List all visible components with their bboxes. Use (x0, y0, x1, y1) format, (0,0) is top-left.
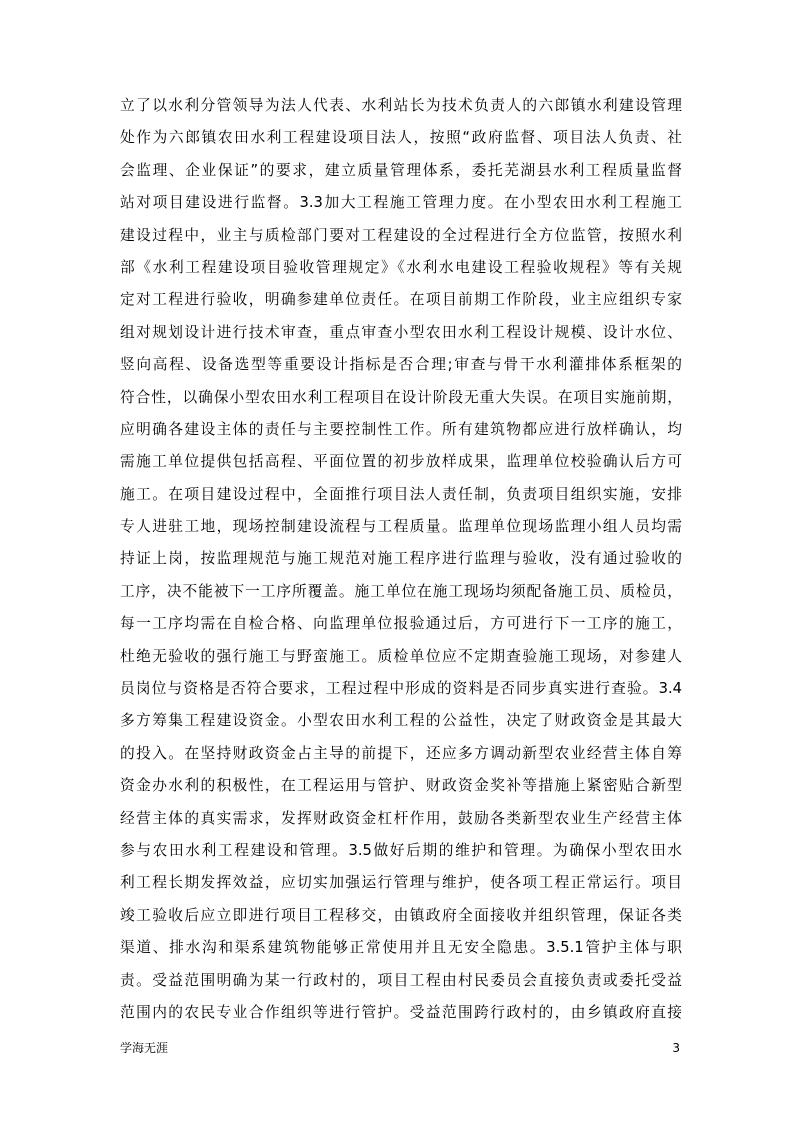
page-number: 3 (672, 1041, 680, 1055)
text-line: 立了以水利分管领导为法人代表、水利站长为技术负责人的六郎镇水利建设管理 (120, 97, 682, 114)
text-line: 工序，决不能被下一工序所覆盖。施工单位在施工现场均须配备施工员、质检员， (120, 582, 682, 600)
text-line: 站对项目建设进行监督。3.3加大工程施工管理力度。在小型农田水利工程施工 (120, 194, 682, 212)
text-line: 经营主体的真实需求，发挥财政资金杠杆作用，鼓励各类新型农业生产经营主体 (120, 809, 682, 827)
text-line: 范围内的农民专业合作组织等进行管护。受益范围跨行政村的，由乡镇政府直接 (120, 1003, 682, 1021)
footer-text: 学海无涯 (120, 1041, 169, 1055)
text-line: 竖向高程、设备选型等重要设计指标是否合理;审查与骨干水利灌排体系框架的 (120, 356, 682, 374)
body-text (120, 90, 682, 1029)
text-line: 施工。在项目建设过程中，全面推行项目法人责任制，负责项目组织实施，安排 (120, 485, 682, 503)
text-line: 员岗位与资格是否符合要求，工程过程中形成的资料是否同步真实进行查验。3.4 (120, 680, 682, 698)
text-line: 竣工验收后应立即进行项目工程移交，由镇政府全面接收并组织管理，保证各类 (120, 906, 682, 924)
text-line: 资金办水利的积极性，在工程运用与管护、财政资金奖补等措施上紧密贴合新型 (120, 777, 682, 795)
text-line: 应明确各建设主体的责任与主要控制性工作。所有建筑物都应进行放样确认，均 (120, 420, 682, 438)
text-line: 持证上岗，按监理规范与施工规范对施工程序进行监理与验收，没有通过验收的 (120, 550, 682, 568)
text-line: 渠道、排水沟和渠系建筑物能够正常使用并且无安全隐患。3.5.1管护主体与职 (120, 939, 682, 957)
text-line: 会监理、企业保证”的要求，建立质量管理体系，委托芜湖县水利工程质量监督 (120, 161, 682, 179)
text-line: 组对规划设计进行技术审查，重点审查小型农田水利工程设计规模、设计水位、 (120, 323, 682, 341)
text-line: 处作为六郎镇农田水利工程建设项目法人，按照“政府监督、项目法人负责、社 (120, 129, 682, 147)
text-line: 多方筹集工程建设资金。小型农田水利工程的公益性，决定了财政资金是其最大 (120, 712, 682, 730)
text-line: 需施工单位提供包括高程、平面位置的初步放样成果，监理单位校验确认后方可 (120, 453, 682, 471)
text-line: 符合性，以确保小型农田水利工程项目在设计阶段无重大失误。在项目实施前期， (120, 388, 682, 406)
text-line: 专人进驻工地，现场控制建设流程与工程质量。监理单位现场监理小组人员均需 (120, 518, 682, 536)
text-line: 部《水利工程建设项目验收管理规定》《水利水电建设工程验收规程》等有关规 (120, 258, 682, 276)
text-line: 定对工程进行验收，明确参建单位责任。在项目前期工作阶段，业主应组织专家 (120, 291, 682, 309)
text-line: 杜绝无验收的强行施工与野蛮施工。质检单位应不定期查验施工现场，对参建人 (120, 647, 682, 665)
text-line: 的投入。在坚持财政资金占主导的前提下，还应多方调动新型农业经营主体自筹 (120, 744, 682, 762)
text-line: 利工程长期发挥效益，应切实加强运行管理与维护，使各项工程正常运行。项目 (120, 874, 682, 892)
text-line: 参与农田水利工程建设和管理。3.5做好后期的维护和管理。为确保小型农田水 (120, 841, 682, 859)
text-line: 责。受益范围明确为某一行政村的，项目工程由村民委员会直接负责或委托受益 (120, 971, 682, 989)
text-line: 建设过程中，业主与质检部门要对工程建设的全过程进行全方位监管，按照水利 (120, 226, 682, 244)
text-line: 每一工序均需在自检合格、向监理单位报验通过后，方可进行下一工序的施工， (120, 615, 682, 633)
